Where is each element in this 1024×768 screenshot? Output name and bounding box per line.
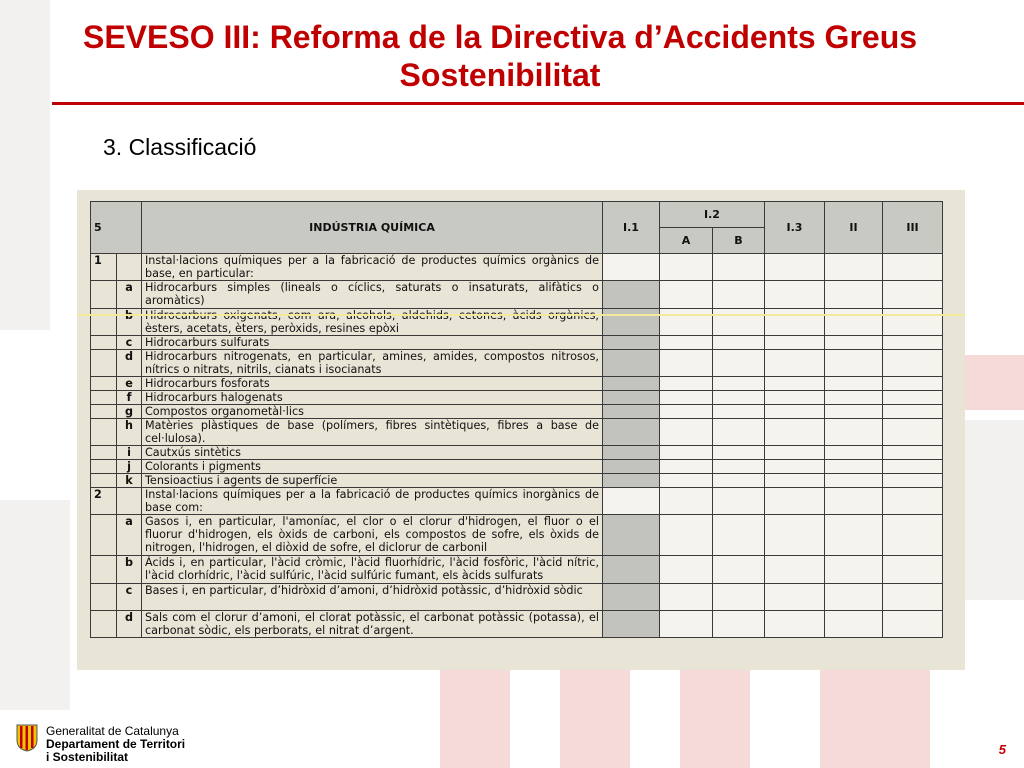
- cell-iii: [883, 460, 943, 474]
- row-description: Hidrocarburs fosforats: [142, 377, 603, 391]
- header-iii: III: [883, 202, 943, 254]
- table-row: [91, 391, 943, 405]
- watermark-block: [0, 500, 70, 710]
- row-letter: g: [117, 405, 142, 419]
- row-number: [91, 474, 117, 488]
- cell-i1: [603, 419, 660, 446]
- section-subtitle: 3. Classificació: [103, 134, 257, 160]
- row-description: Àcids i, en particular, l'àcid cròmic, l'àcid fluorhídric, l'àcid fosfòric, l'àcid nítric, l'àcid clorhídric, l'àcid sulfúric, l'àcid sulfúric fumant, els àcids sulfurats: [142, 556, 603, 584]
- header-sector: INDÚSTRIA QUÍMICA: [142, 202, 603, 254]
- watermark-stripe: [965, 355, 1024, 410]
- table-row: [91, 611, 943, 638]
- cell-ii: [825, 377, 883, 391]
- table-row: [91, 515, 943, 556]
- cell-iii: [883, 350, 943, 377]
- row-description: Hidrocarburs nitrogenats, en particular, amines, amides, compostos nitrosos, nítrics o nitrats, nitrils, cianats i isocianats: [142, 350, 603, 377]
- table-row: [91, 336, 943, 350]
- cell-iii: [883, 419, 943, 446]
- row-description: Colorants i pigments: [142, 460, 603, 474]
- cell-i2-b: [713, 446, 765, 460]
- cell-i3: [765, 556, 825, 584]
- row-number: [91, 556, 117, 584]
- row-number: [91, 377, 117, 391]
- watermark-stripe: [560, 670, 630, 768]
- cell-i2-b: [713, 474, 765, 488]
- row-number: 2: [91, 488, 117, 515]
- row-letter: [117, 254, 142, 281]
- cell-i1: [603, 515, 660, 556]
- cell-i3: [765, 515, 825, 556]
- cell-i2-b: [713, 611, 765, 638]
- row-letter: [117, 488, 142, 515]
- row-number: [91, 391, 117, 405]
- cell-i1: [603, 336, 660, 350]
- row-number: [91, 281, 117, 309]
- org-line-2: Departament de Territori: [46, 737, 186, 751]
- cell-ii: [825, 350, 883, 377]
- cell-i1: [603, 377, 660, 391]
- cell-i3: [765, 446, 825, 460]
- cell-i2-b: [713, 377, 765, 391]
- row-number: [91, 460, 117, 474]
- cell-ii: [825, 611, 883, 638]
- row-description: Hidrocarburs simples (lineals o cíclics, saturats o insaturats, alifàtics o aromàtics): [142, 281, 603, 309]
- header-i3: I.3: [765, 202, 825, 254]
- row-letter: h: [117, 419, 142, 446]
- cell-i2-a: [660, 391, 713, 405]
- cell-i3: [765, 336, 825, 350]
- table-row: [91, 350, 943, 377]
- cell-i2-a: [660, 488, 713, 515]
- cell-i2-a: [660, 254, 713, 281]
- cell-iii: [883, 391, 943, 405]
- cell-iii: [883, 515, 943, 556]
- row-number: [91, 336, 117, 350]
- table-row: [91, 309, 943, 336]
- cell-i2-b: [713, 281, 765, 309]
- row-number: [91, 611, 117, 638]
- cell-ii: [825, 419, 883, 446]
- row-letter: d: [117, 611, 142, 638]
- cell-i3: [765, 460, 825, 474]
- row-letter: f: [117, 391, 142, 405]
- cell-i2-b: [713, 391, 765, 405]
- header-i2: I.2: [660, 202, 765, 228]
- table-row: [91, 377, 943, 391]
- cell-i3: [765, 391, 825, 405]
- cell-i2-a: [660, 474, 713, 488]
- cell-i2-a: [660, 377, 713, 391]
- row-number: [91, 419, 117, 446]
- cell-i3: [765, 281, 825, 309]
- cell-i1: [603, 584, 660, 611]
- table-row: [91, 460, 943, 474]
- title-line-1: SEVESO III: Reforma de la Directiva d’Accidents Greus: [82, 19, 918, 55]
- cell-ii: [825, 254, 883, 281]
- cell-i2-b: [713, 405, 765, 419]
- header-section-number: 5: [91, 202, 142, 254]
- row-letter: j: [117, 460, 142, 474]
- header-i2-a: A: [660, 228, 713, 254]
- row-description: Hidrocarburs halogenats: [142, 391, 603, 405]
- cell-ii: [825, 281, 883, 309]
- row-letter: d: [117, 350, 142, 377]
- table-row: [91, 405, 943, 419]
- cell-ii: [825, 309, 883, 336]
- cell-i1: [603, 460, 660, 474]
- cell-i1: [603, 405, 660, 419]
- organization-name: [46, 725, 185, 764]
- cell-i2-b: [713, 488, 765, 515]
- cell-ii: [825, 515, 883, 556]
- header-ii: II: [825, 202, 883, 254]
- cell-i2-b: [713, 350, 765, 377]
- row-description: Compostos organometàl·lics: [142, 405, 603, 419]
- row-letter: [117, 309, 142, 336]
- cell-i1: [603, 446, 660, 460]
- row-letter: c: [117, 584, 142, 611]
- row-description: èsters, acetats, èters, peròxids, resines epòxi: [142, 309, 603, 336]
- table-row: [91, 556, 943, 584]
- row-number: [91, 446, 117, 460]
- cell-iii: [883, 488, 943, 515]
- table-row: [91, 584, 943, 611]
- cell-i1: [603, 556, 660, 584]
- cell-ii: [825, 488, 883, 515]
- row-letter: a: [117, 281, 142, 309]
- cell-i3: [765, 474, 825, 488]
- slide-title: [0, 18, 1000, 94]
- cell-i1: [603, 281, 660, 309]
- cell-i2-a: [660, 460, 713, 474]
- cell-i3: [765, 309, 825, 336]
- row-number: [91, 515, 117, 556]
- watermark-stripe: [440, 670, 510, 768]
- cell-i1: [603, 474, 660, 488]
- watermark-stripe: [820, 670, 930, 768]
- row-letter: e: [117, 377, 142, 391]
- cell-i2-b: [713, 460, 765, 474]
- cell-iii: [883, 611, 943, 638]
- cell-i2-b: [713, 309, 765, 336]
- cell-i2-a: [660, 611, 713, 638]
- row-description: Matèries plàstiques de base (polímers, fibres sintètiques, fibres a base de cel·lulosa).: [142, 419, 603, 446]
- row-description: Hidrocarburs sulfurats: [142, 336, 603, 350]
- cell-iii: [883, 446, 943, 460]
- row-description: Cautxús sintètics: [142, 446, 603, 460]
- watermark-block: [965, 420, 1024, 600]
- cell-i2-a: [660, 419, 713, 446]
- row-description: Instal·lacions químiques per a la fabricació de productes químics orgànics de base, en particular:: [142, 254, 603, 281]
- cell-i2-b: [713, 419, 765, 446]
- org-line-3: i Sostenibilitat: [46, 750, 129, 764]
- cell-i1: [603, 391, 660, 405]
- table-row: [91, 281, 943, 309]
- cell-i1: [603, 611, 660, 638]
- cell-i3: [765, 254, 825, 281]
- cell-i2-b: [713, 584, 765, 611]
- cell-iii: [883, 556, 943, 584]
- row-number: 1: [91, 254, 117, 281]
- row-description: Bases i, en particular, d’hidròxid d’amoni, d’hidròxid potàssic, d’hidròxid sòdic: [142, 584, 603, 611]
- cell-iii: [883, 377, 943, 391]
- org-line-1: Generalitat de Catalunya: [46, 724, 179, 738]
- cell-i2-a: [660, 336, 713, 350]
- cell-i2-a: [660, 584, 713, 611]
- cell-i3: [765, 419, 825, 446]
- cell-i3: [765, 488, 825, 515]
- watermark-stripe: [680, 670, 750, 768]
- cell-iii: [883, 254, 943, 281]
- cell-i3: [765, 405, 825, 419]
- header-i1: I.1: [603, 202, 660, 254]
- cell-ii: [825, 405, 883, 419]
- cell-ii: [825, 446, 883, 460]
- generalitat-logo-icon: [16, 724, 38, 752]
- row-description: Tensioactius i agents de superfície: [142, 474, 603, 488]
- cell-ii: [825, 584, 883, 611]
- cell-iii: [883, 474, 943, 488]
- cell-i1: [603, 309, 660, 336]
- table-row: [91, 446, 943, 460]
- cell-ii: [825, 336, 883, 350]
- cell-ii: [825, 460, 883, 474]
- title-line-2: Sostenibilitat: [399, 57, 601, 93]
- row-letter: k: [117, 474, 142, 488]
- table-row: [91, 254, 943, 281]
- row-letter: i: [117, 446, 142, 460]
- cell-i2-b: [713, 254, 765, 281]
- cell-iii: [883, 584, 943, 611]
- cell-iii: [883, 336, 943, 350]
- row-description: Gasos i, en particular, l'amoníac, el clor o el clorur d'hidrogen, el fluor o el fluorur d'hidrogen, els òxids de carboni, els compostos de sofre, els òxids de nitrogen, l'hidrogen, el diòxid de sofre, el diclorur de carbonil: [142, 515, 603, 556]
- cell-i2-a: [660, 405, 713, 419]
- title-divider: [52, 102, 1024, 105]
- cell-i1: [603, 254, 660, 281]
- table-row: [91, 488, 943, 515]
- cell-i1: [603, 350, 660, 377]
- cell-ii: [825, 391, 883, 405]
- cell-i3: [765, 584, 825, 611]
- cell-i3: [765, 350, 825, 377]
- cell-i2-a: [660, 350, 713, 377]
- header-i2-b: B: [713, 228, 765, 254]
- cell-ii: [825, 556, 883, 584]
- cell-i3: [765, 611, 825, 638]
- row-letter: a: [117, 515, 142, 556]
- row-letter: c: [117, 336, 142, 350]
- row-description: Sals com el clorur d’amoni, el clorat potàssic, el carbonat potàssic (potassa), el carbonat sòdic, els perborats, el nitrat d’argent.: [142, 611, 603, 638]
- cell-i3: [765, 377, 825, 391]
- row-description: Instal·lacions químiques per a la fabricació de productes químics inorgànics de base com:: [142, 488, 603, 515]
- cell-i2-b: [713, 515, 765, 556]
- page-number: 5: [998, 742, 1006, 757]
- scan-highlight-line: [77, 314, 965, 316]
- cell-i2-a: [660, 309, 713, 336]
- classification-table: [90, 201, 943, 638]
- cell-i2-b: [713, 556, 765, 584]
- cell-iii: [883, 309, 943, 336]
- row-number: [91, 584, 117, 611]
- cell-i1: [603, 488, 660, 515]
- cell-iii: [883, 281, 943, 309]
- cell-iii: [883, 405, 943, 419]
- table-row: [91, 474, 943, 488]
- cell-i2-a: [660, 515, 713, 556]
- cell-i2-b: [713, 336, 765, 350]
- row-number: [91, 350, 117, 377]
- cell-i2-a: [660, 446, 713, 460]
- table-row: [91, 419, 943, 446]
- cell-ii: [825, 474, 883, 488]
- row-number: [91, 405, 117, 419]
- cell-i2-a: [660, 281, 713, 309]
- row-number: [91, 309, 117, 336]
- cell-i2-a: [660, 556, 713, 584]
- row-letter: b: [117, 556, 142, 584]
